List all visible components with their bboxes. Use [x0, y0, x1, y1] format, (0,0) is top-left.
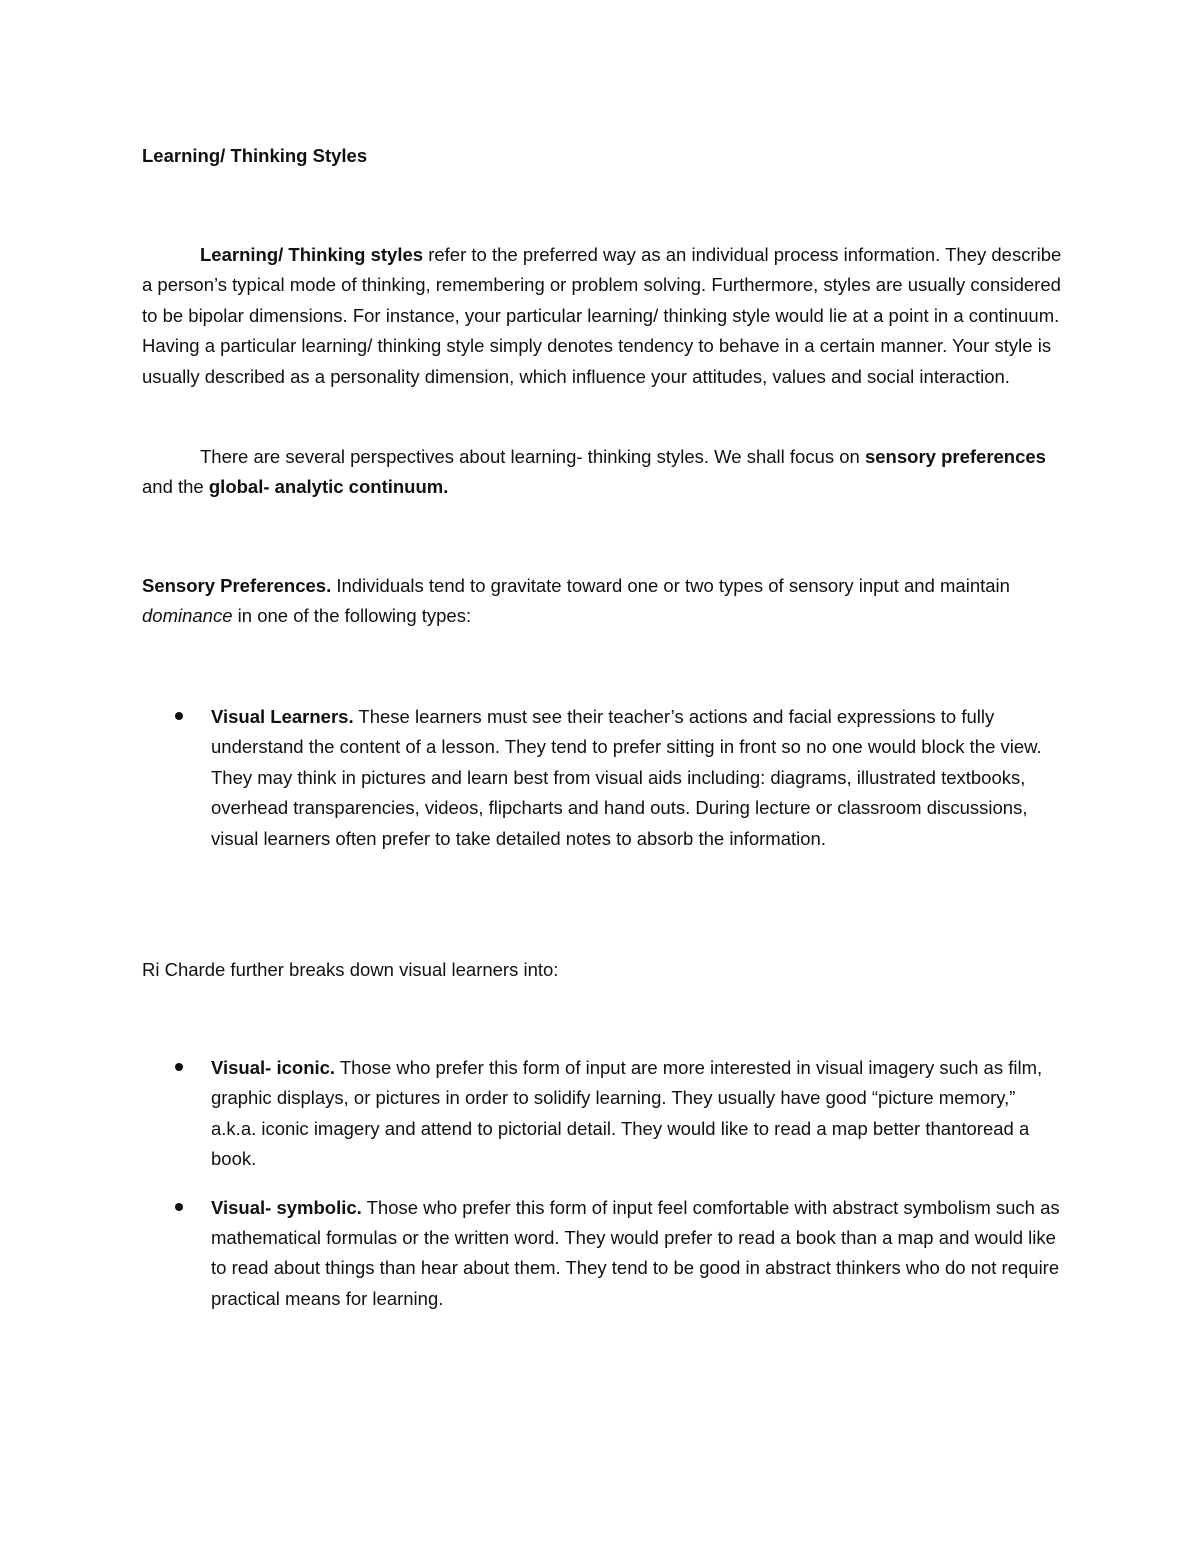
perspectives-mid: and the: [142, 476, 209, 498]
list-item-visual-symbolic: [142, 1193, 1062, 1315]
sensory-emphasis: dominance: [142, 605, 233, 627]
visual-iconic-text: Those who prefer this form of input are more interested in visual imagery such as film, graphic displays, or pictures in order to solidify learning. They usually have good “picture memory,” a.k.a. iconic imagery and attend to pictorial detail. They would like to read a map better thantoread a book.: [211, 1057, 1043, 1170]
list-item-visual-iconic: [142, 1053, 1062, 1175]
sensory-text-before: Individuals tend to gravitate toward one or two types of sensory input and maintain: [331, 575, 1010, 596]
visual-learners-list: [142, 702, 1062, 854]
perspectives-term-global: global- analytic continuum: [208, 476, 444, 498]
bullet-icon: [175, 712, 183, 720]
perspectives-lead: There are several perspectives about learning- thinking styles. We shall focus on: [200, 446, 865, 467]
visual-symbolic-term: Visual- symbolic.: [211, 1196, 362, 1218]
bullet-icon: [175, 1203, 183, 1211]
sensory-text-after: in one of the following types:: [232, 605, 472, 627]
visual-iconic-term: Visual- iconic.: [211, 1057, 336, 1078]
richarde-paragraph: Ri Charde further breaks down visual learners into:: [142, 959, 559, 980]
perspectives-end: .: [443, 476, 449, 498]
perspectives-paragraph: [142, 442, 1062, 503]
bullet-icon: [175, 1063, 183, 1071]
visual-symbolic-text: Those who prefer this form of input feel comfortable with abstract symbolism such as mathematical formulas or the written word. They would prefer to read a book than a map and would like to read about things than hear about them. They tend to be good in abstract thinkers who do not require practical means for learning.: [211, 1196, 1060, 1309]
sensory-heading: Sensory Preferences.: [142, 575, 332, 596]
intro-term: Learning/ Thinking styles: [200, 244, 424, 265]
visual-types-list: [142, 1053, 1062, 1314]
visual-learners-text: These learners must see their teacher’s actions and facial expressions to fully understand the content of a lesson. They tend to prefer sitting in front so no one would block the view. They may think in pictures and learn best from visual aids including: diagrams, illustrated textbooks, overhead transparencies, videos, flipcharts and hand outs. During lecture or classroom discussions, visual learners often prefer to take detailed notes to absorb the information.: [211, 706, 1042, 849]
list-item-visual-learners: [142, 702, 1062, 854]
sensory-paragraph: [142, 571, 1062, 632]
intro-text: refer to the preferred way as an individual process information. They describe a person’s typical mode of thinking, remembering or problem solving. Furthermore, styles are usually considered to be bipolar dimensions. For instance, your particular learning/ thinking style would lie at a point in a continuum. Having a particular learning/ thinking style simply denotes tendency to behave in a certain manner. Your style is usually described as a personality dimension, which influence your attitudes, values and social interaction.: [142, 244, 1062, 387]
intro-paragraph: [142, 240, 1062, 392]
document-title: Learning/ Thinking Styles: [142, 145, 368, 166]
perspectives-term-sensory: sensory preferences: [864, 446, 1046, 467]
visual-learners-term: Visual Learners.: [211, 706, 354, 727]
